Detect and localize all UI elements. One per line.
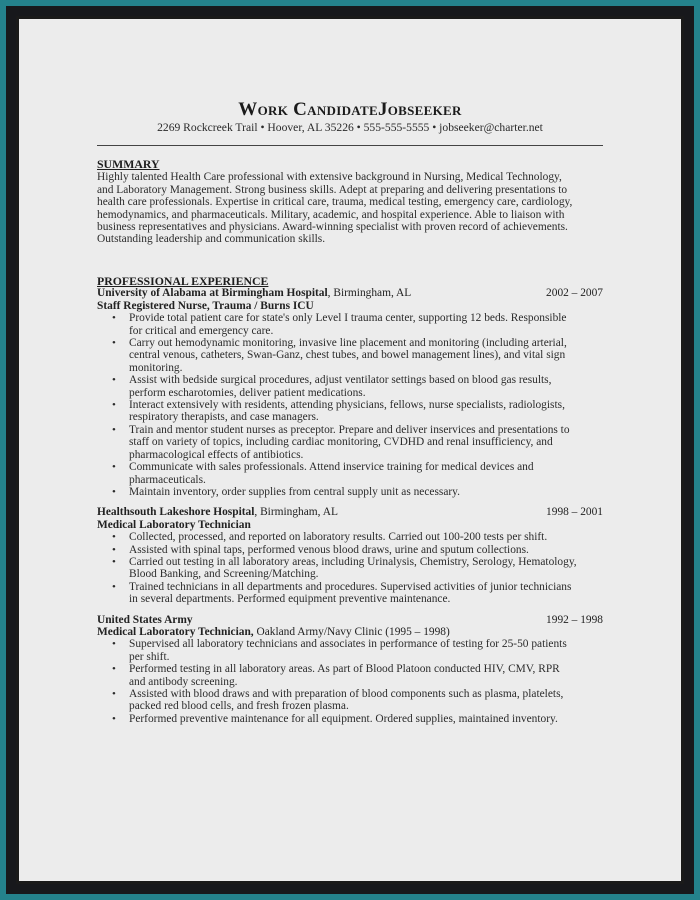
contact-line: 2269 Rockcreek Trail • Hoover, AL 35226 • 555-555-5555 • jobseeker@charter.net	[157, 121, 543, 134]
bullet-dot-icon: •	[112, 543, 116, 556]
employer-name: University of Alabama at Birmingham Hospital	[97, 287, 328, 300]
bullet-item	[112, 555, 603, 581]
bullet-dot-icon: •	[112, 688, 116, 700]
job-role-row	[97, 519, 603, 531]
bullet-line: Communicate with sales professionals. Attend inservice training for medical devices and	[129, 461, 534, 474]
bullet-item	[112, 312, 603, 337]
bullet-item	[112, 485, 603, 498]
experience-section	[97, 275, 603, 725]
job-employer	[97, 506, 338, 518]
summary-line: hemodynamics, and pharmaceuticals. Military, academic, and hospital experience. Able to liaison with	[97, 208, 565, 221]
bullet-line: for critical and emergency care.	[129, 324, 274, 337]
bullet-item	[112, 638, 603, 663]
job-title: Medical Laboratory Technician	[97, 518, 251, 531]
bullet-line: in several departments. Performed equipment preventive maintenance.	[129, 593, 451, 606]
job-title: Medical Laboratory Technician,	[97, 625, 254, 638]
bullet-item	[112, 580, 603, 606]
bullet-line: Collected, processed, and reported on laboratory results. Carried out 100-200 tests per shift.	[129, 531, 548, 544]
bullet-item	[112, 337, 603, 374]
bullet-dot-icon: •	[112, 580, 116, 593]
bullet-dot-icon: •	[112, 312, 116, 325]
bullet-line: Interact extensively with residents, attending physicians, fellows, nurse specialists, radiologists,	[129, 399, 565, 412]
job-dates: 1998 – 2001	[546, 506, 603, 519]
bullet-line: Maintain inventory, order supplies from central supply unit as necessary.	[129, 485, 460, 498]
job-role-row	[97, 626, 603, 638]
bullet-dot-icon: •	[112, 423, 116, 436]
bullet-item	[112, 461, 603, 486]
bullet-line: pharmacological effects of antibiotics.	[129, 448, 304, 461]
bullet-line: Assisted with spinal taps, performed venous blood draws, urine and sputum collections.	[129, 543, 529, 556]
job-title: Staff Registered Nurse, Trauma / Burns ICU	[97, 299, 314, 312]
bullet-line: monitoring.	[129, 361, 183, 374]
bullet-dot-icon: •	[112, 555, 116, 568]
job-role-row	[97, 300, 603, 312]
bullet-line: Provide total patient care for state's only Level I trauma center, supporting 12 beds. Responsible	[129, 312, 567, 325]
bullet-line: Blood Banking, and Screening/Matching.	[129, 568, 319, 581]
header-divider	[97, 145, 603, 146]
bullet-item	[112, 531, 603, 544]
summary-line: business representatives and physicians. Award-winning specialist with proven record of achievements.	[97, 221, 568, 234]
bullet-item	[112, 663, 603, 688]
bullet-line: perform escharotomies, deliver patient medications.	[129, 386, 366, 399]
job-entry	[97, 287, 603, 498]
bullet-line: staff on variety of topics, including cardiac monitoring, CVDHD and renal insufficiency, and	[129, 436, 553, 449]
job-entry	[97, 506, 603, 605]
summary-line: Outstanding leadership and communication skills.	[97, 233, 326, 246]
bullet-item	[112, 688, 603, 713]
job-header-row	[97, 614, 603, 626]
job-employer	[97, 614, 193, 626]
resume-page	[19, 19, 681, 881]
bullet-item	[112, 712, 603, 725]
job-clinic: Oakland Army/Navy Clinic (1995 – 1998)	[253, 625, 450, 638]
bullet-dot-icon: •	[112, 337, 116, 350]
bullet-line: Trained technicians in all departments and procedures. Supervised activities of junior technicians	[129, 580, 572, 593]
job-entry	[97, 614, 603, 726]
bullet-dot-icon: •	[112, 531, 116, 544]
experience-title: PROFESSIONAL EXPERIENCE	[97, 274, 269, 288]
summary-title: SUMMARY	[97, 157, 160, 171]
bullet-line: pharmaceuticals.	[129, 473, 206, 486]
job-header-row	[97, 506, 603, 518]
bullet-dot-icon: •	[112, 461, 116, 474]
bullet-line: respiratory therapists, and case managers.	[129, 411, 319, 424]
employer-name: United States Army	[97, 613, 193, 626]
job-bullets	[97, 312, 603, 498]
employer-location: , Birmingham, AL	[254, 506, 338, 519]
employer-name: Healthsouth Lakeshore Hospital	[97, 506, 255, 519]
job-list	[97, 287, 603, 725]
bullet-item	[112, 399, 603, 424]
bullet-line: and antibody screening.	[129, 675, 238, 688]
bullet-dot-icon: •	[112, 638, 116, 651]
job-dates: 2002 – 2007	[546, 287, 603, 300]
resume-header	[19, 100, 681, 134]
bullet-dot-icon: •	[112, 374, 116, 387]
bullet-line: Assist with bedside surgical procedures, adjust ventilator settings based on blood gas results,	[129, 374, 552, 387]
candidate-name: Work CandidateJobseeker	[238, 99, 462, 120]
document-frame	[16, 16, 684, 884]
bullet-line: Carried out testing in all laboratory areas, including Urinalysis, Chemistry, Serology, Hematology,	[129, 555, 577, 568]
bullet-line: Performed testing in all laboratory areas. As part of Blood Platoon conducted HIV, CMV, RPR	[129, 663, 560, 676]
bullet-item	[112, 374, 603, 399]
bullet-line: Train and mentor student nurses as preceptor. Prepare and deliver inservices and presentations to	[129, 423, 570, 436]
job-header-row	[97, 287, 603, 299]
job-bullets	[97, 531, 603, 605]
job-dates: 1992 – 1998	[546, 613, 603, 626]
bullet-dot-icon: •	[112, 712, 116, 725]
summary-line: Highly talented Health Care professional with extensive background in Nursing, Medical Technology,	[97, 171, 562, 184]
summary-line: and Laboratory Management. Strong business skills. Adept at preparing and delivering presentations to	[97, 183, 568, 196]
bullet-line: per shift.	[129, 650, 170, 663]
summary-section	[97, 158, 603, 246]
job-bullets	[97, 638, 603, 725]
bullet-line: Carry out hemodynamic monitoring, invasive line placement and monitoring (including arterial,	[129, 337, 567, 350]
summary-text	[97, 171, 603, 245]
bullet-item	[112, 423, 603, 461]
employer-location: , Birmingham, AL	[327, 287, 412, 300]
bullet-dot-icon: •	[112, 485, 116, 498]
bullet-dot-icon: •	[112, 663, 116, 676]
bullet-line: Performed preventive maintenance for all equipment. Ordered supplies, maintained inventory.	[129, 712, 558, 725]
summary-line: health care professionals. Expertise in critical care, trauma, medical testing, emergency care, cardiology,	[97, 196, 573, 209]
bullet-item	[112, 543, 603, 556]
bullet-line: packed red blood cells, and fresh frozen plasma.	[129, 700, 349, 713]
bullet-line: Supervised all laboratory technicians and associates in performance of testing for 25-50 patients	[129, 638, 567, 651]
bullet-line: Assisted with blood draws and with preparation of blood components such as plasma, platelets,	[129, 688, 564, 700]
job-employer	[97, 287, 411, 299]
bullet-dot-icon: •	[112, 399, 116, 412]
bullet-line: central venous, catheters, Swan-Ganz, chest tubes, and bowel management lines), and vital sign	[129, 349, 566, 362]
